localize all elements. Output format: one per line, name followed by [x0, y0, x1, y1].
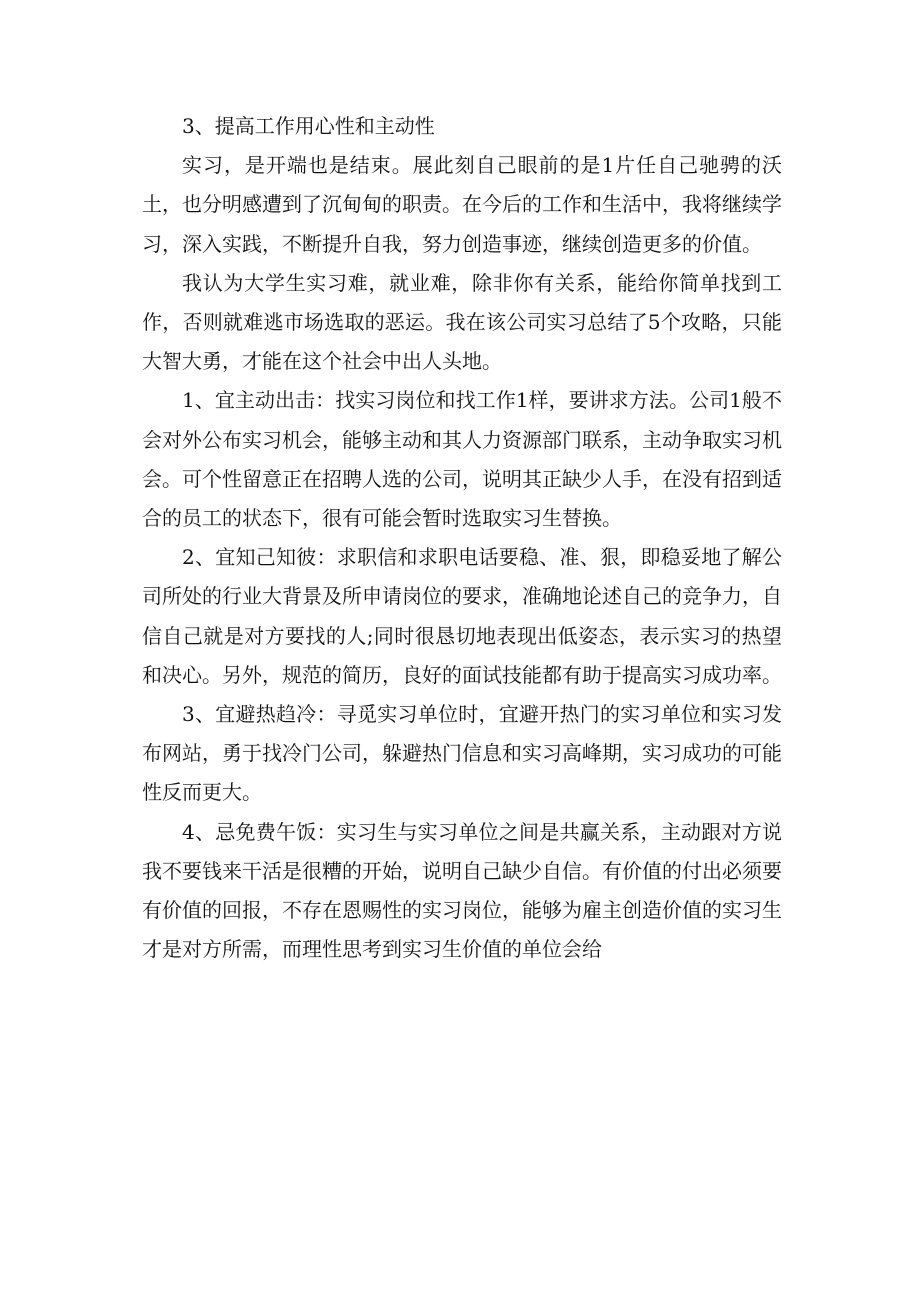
paragraph-intro-tips: 我认为大学生实习难，就业难，除非你有关系，能给你简单找到工作，否则就难逃市场选取的恶运。我在该公司实习总结了5个攻略，只能大智大勇，才能在这个社会中出人头地。 — [142, 270, 782, 374]
paragraph-tip-1: 1、宜主动出击：找实习岗位和找工作1样，要讲求方法。公司1般不会对外公布实习机会，能够主动和其人力资源部门联系，主动争取实习机会。可个性留意正在招聘人选的公司，说明其正缺少人手，在没有招到适合的员工的状态下，很有可能会暂时选取实习生替换。 — [142, 388, 782, 531]
paragraph-tip-2: 2、宜知己知彼：求职信和求职电话要稳、准、狠，即稳妥地了解公司所处的行业大背景及所申请岗位的要求，准确地论述自己的竞争力，自信自己就是对方要找的人;同时很恳切地表现出低姿态，表示实习的热望和决心。另外，规范的简历，良好的面试技能都有助于提高实习成功率。 — [142, 545, 782, 687]
paragraph-tip-3: 3、宜避热趋冷：寻觅实习单位时，宜避开热门的实习单位和实习发布网站，勇于找冷门公司，躲避热门信息和实习高峰期，实习成功的可能性反而更大。 — [142, 702, 782, 805]
paragraph-conclusion: 实习，是开端也是结束。展此刻自己眼前的是1片任自己驰骋的沃土，也分明感遭到了沉甸甸的职责。在今后的工作和生活中，我将继续学习，深入实践，不断提升自我，努力创造事迹，继续创造更多的价值。 — [142, 153, 782, 256]
section-heading: 3、提高工作用心性和主动性 — [182, 114, 435, 138]
paragraph-tip-4: 4、忌免费午饭：实习生与实习单位之间是共赢关系，主动跟对方说我不要钱来干活是很糟的开始，说明自己缺少自信。有价值的付出必须要有价值的回报，不存在恩赐性的实习岗位，能够为雇主创造价值的实习生才是对方所需，而理性思考到实习生价值的单位会给 — [142, 819, 782, 962]
document-body — [142, 107, 782, 969]
